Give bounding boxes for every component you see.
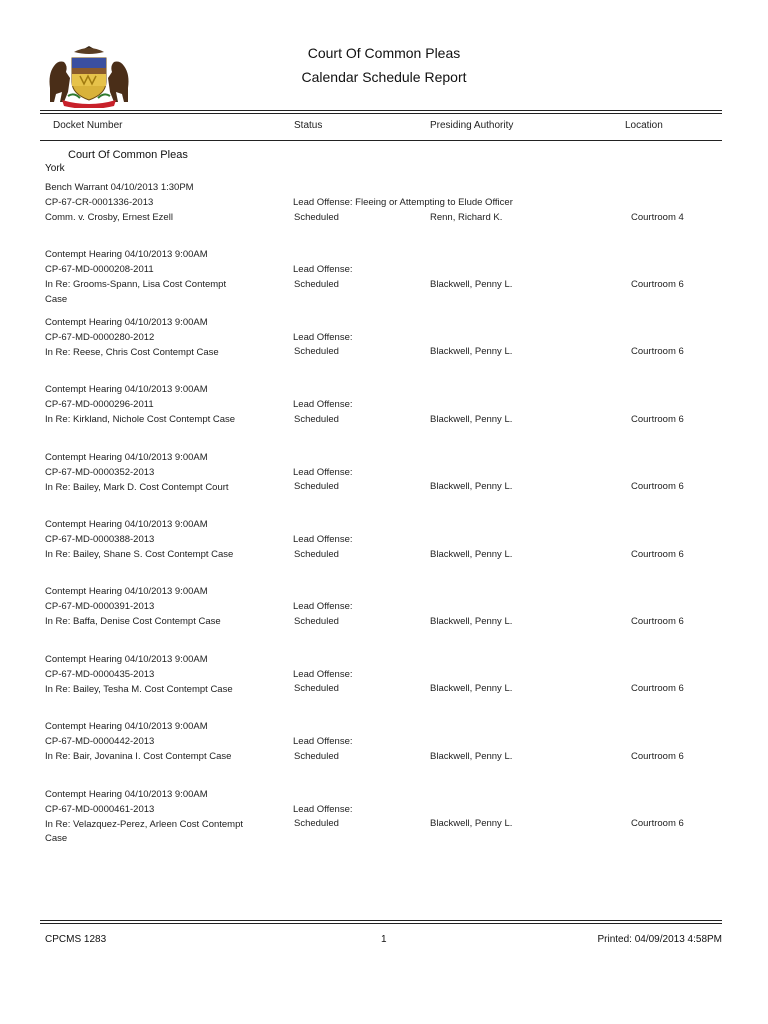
entry-status: Scheduled <box>294 818 339 830</box>
entry-docket-number: CP-67-MD-0000296-2011 <box>45 399 154 411</box>
entry-docket-number: CP-67-MD-0000391-2013 <box>45 601 155 613</box>
entry-lead-offense: Lead Offense: Fleeing or Attempting to Elude Officer <box>293 197 513 208</box>
entry-caption: In Re: Grooms-Spann, Lisa Cost Contempt <box>45 279 227 291</box>
entry-event: Contempt Hearing 04/10/2013 9:00AM <box>45 451 208 463</box>
entry-docket-number: CP-67-MD-0000461-2013 <box>45 803 155 815</box>
entry-lead-offense: Lead Offense: <box>293 803 353 815</box>
col-header-docket: Docket Number <box>53 120 123 131</box>
report-title: Court Of Common Pleas <box>307 45 461 61</box>
entry-docket-number: CP-67-MD-0000442-2013 <box>45 736 155 748</box>
col-header-location: Location <box>625 120 663 131</box>
entry-status: Scheduled <box>294 211 339 223</box>
entry-lead-offense: Lead Offense: <box>293 668 353 680</box>
entry-status: Scheduled <box>294 548 339 560</box>
entry-caption: Comm. v. Crosby, Ernest Ezell <box>45 212 173 223</box>
footer-page-number: 1 <box>381 934 387 945</box>
entry-event: Contempt Hearing 04/10/2013 9:00AM <box>45 721 208 733</box>
entry-location: Courtroom 6 <box>631 346 684 358</box>
entry-caption: In Re: Bair, Jovanina I. Cost Contempt Case <box>45 751 232 763</box>
entry-presiding-authority: Blackwell, Penny L. <box>430 481 513 493</box>
header-rule-top-2 <box>40 113 722 114</box>
footer-rule-1 <box>40 920 722 921</box>
entry-lead-offense: Lead Offense: <box>293 399 353 411</box>
entry-presiding-authority: Renn, Richard K. <box>430 211 503 223</box>
col-header-authority: Presiding Authority <box>430 120 514 131</box>
entry-status: Scheduled <box>294 481 339 493</box>
entry-presiding-authority: Blackwell, Penny L. <box>430 750 513 762</box>
entry-event: Contempt Hearing 04/10/2013 9:00AM <box>45 316 208 328</box>
entry-location: Courtroom 6 <box>631 818 684 830</box>
footer-form-id: CPCMS 1283 <box>45 934 107 945</box>
entry-caption: In Re: Bailey, Mark D. Cost Contempt Court <box>45 481 229 493</box>
header-rule-bottom <box>40 140 722 141</box>
entry-location: Courtroom 6 <box>631 413 684 425</box>
col-header-status: Status <box>294 120 323 131</box>
entry-caption: In Re: Velazquez-Perez, Arleen Cost Contempt <box>45 818 244 830</box>
entry-docket-number: CP-67-MD-0000280-2012 <box>45 331 155 343</box>
entry-status: Scheduled <box>294 615 339 627</box>
entry-event: Bench Warrant 04/10/2013 1:30PM <box>45 182 194 193</box>
entry-status: Scheduled <box>294 278 339 290</box>
entry-location: Courtroom 6 <box>631 750 684 762</box>
entry-location: Courtroom 4 <box>631 211 684 223</box>
entry-presiding-authority: Blackwell, Penny L. <box>430 278 513 290</box>
entry-status: Scheduled <box>294 683 339 695</box>
entry-status: Scheduled <box>294 413 339 425</box>
entry-lead-offense: Lead Offense: <box>293 466 353 478</box>
entry-presiding-authority: Blackwell, Penny L. <box>430 683 513 695</box>
report-subtitle: Calendar Schedule Report <box>301 69 467 85</box>
entry-lead-offense: Lead Offense: <box>293 264 353 276</box>
entry-presiding-authority: Blackwell, Penny L. <box>430 548 513 560</box>
entry-caption: In Re: Kirkland, Nichole Cost Contempt Case <box>45 414 236 426</box>
entry-location: Courtroom 6 <box>631 548 684 560</box>
entry-presiding-authority: Blackwell, Penny L. <box>430 413 513 425</box>
entry-event: Contempt Hearing 04/10/2013 9:00AM <box>45 249 208 261</box>
entry-status: Scheduled <box>294 750 339 762</box>
section-county: York <box>45 163 65 174</box>
entry-docket-number: CP-67-MD-0000435-2013 <box>45 668 155 680</box>
entry-status: Scheduled <box>294 346 339 358</box>
entry-caption: In Re: Reese, Chris Cost Contempt Case <box>45 346 219 358</box>
entry-location: Courtroom 6 <box>631 683 684 695</box>
section-court: Court Of Common Pleas <box>68 149 188 161</box>
footer-rule-2 <box>40 923 722 924</box>
entry-lead-offense: Lead Offense: <box>293 736 353 748</box>
entry-presiding-authority: Blackwell, Penny L. <box>430 615 513 627</box>
entry-caption: In Re: Baffa, Denise Cost Contempt Case <box>45 616 221 628</box>
entry-presiding-authority: Blackwell, Penny L. <box>430 818 513 830</box>
header-rule-top <box>40 110 722 111</box>
entry-location: Courtroom 6 <box>631 615 684 627</box>
entry-docket-number: CP-67-MD-0000208-2011 <box>45 264 154 276</box>
entry-presiding-authority: Blackwell, Penny L. <box>430 346 513 358</box>
entry-caption: In Re: Bailey, Tesha M. Cost Contempt Case <box>45 683 233 695</box>
entry-docket-number: CP-67-CR-0001336-2013 <box>45 197 154 208</box>
entry-event: Contempt Hearing 04/10/2013 9:00AM <box>45 519 208 530</box>
entry-lead-offense: Lead Offense: <box>293 601 353 613</box>
entry-location: Courtroom 6 <box>631 481 684 493</box>
entry-caption: Case <box>45 833 68 845</box>
entry-event: Contempt Hearing 04/10/2013 9:00AM <box>45 788 208 800</box>
footer-printed: Printed: 04/09/2013 4:58PM <box>597 934 722 945</box>
entry-event: Contempt Hearing 04/10/2013 9:00AM <box>45 653 208 665</box>
entry-lead-offense: Lead Offense: <box>293 534 353 545</box>
entry-caption: Case <box>45 293 68 305</box>
entry-event: Contempt Hearing 04/10/2013 9:00AM <box>45 384 208 396</box>
entry-location: Courtroom 6 <box>631 278 684 290</box>
entry-event: Contempt Hearing 04/10/2013 9:00AM <box>45 586 208 598</box>
entry-docket-number: CP-67-MD-0000352-2013 <box>45 466 155 478</box>
entry-lead-offense: Lead Offense: <box>293 331 353 343</box>
entry-caption: In Re: Bailey, Shane S. Cost Contempt Case <box>45 549 234 560</box>
entry-docket-number: CP-67-MD-0000388-2013 <box>45 534 155 545</box>
